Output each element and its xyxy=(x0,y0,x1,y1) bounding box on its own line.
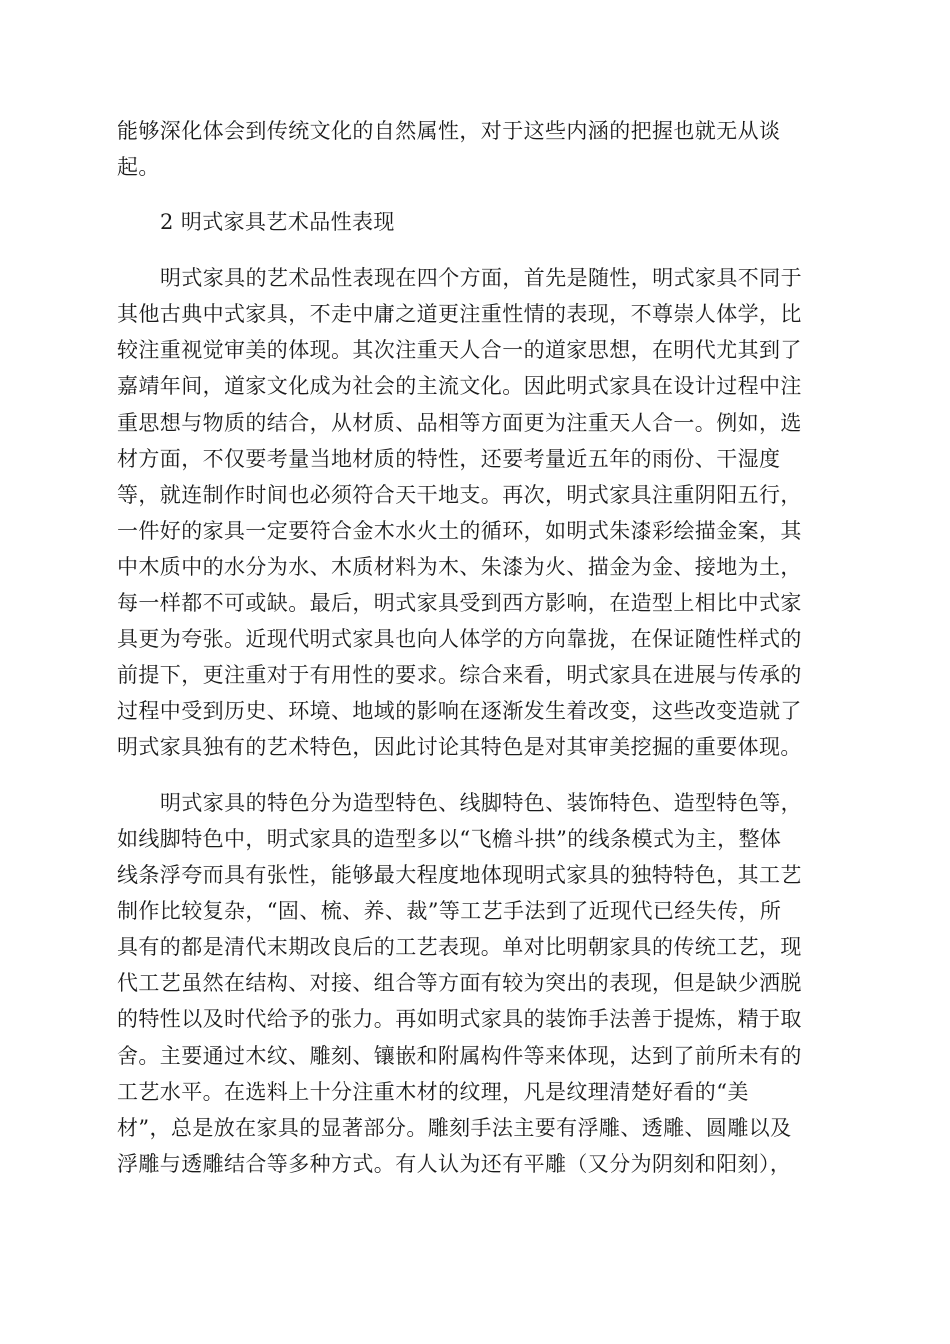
paragraph-1-line-6: 材方面，不仅要考量当地材质的特性，还要考量近五年的雨份、干湿度 xyxy=(117,447,781,471)
section-heading: 2 明式家具艺术品性表现 xyxy=(160,210,395,234)
paragraph-1-line-5: 重思想与物质的结合，从材质、品相等方面更为注重天人合一。例如，选 xyxy=(117,411,802,435)
paragraph-2-line-10: 材”，总是放在家具的显著部分。雕刻手法主要有浮雕、透雕、圆雕以及 xyxy=(117,1116,792,1140)
paragraph-1-line-2: 其他古典中式家具，不走中庸之道更注重性情的表现，不尊崇人体学，比 xyxy=(117,302,802,326)
paragraph-1-line-10: 每一样都不可或缺。最后，明式家具受到西方影响，在造型上相比中式家 xyxy=(117,591,802,615)
paragraph-intro-line-2: 起。 xyxy=(117,155,160,179)
paragraph-1-line-1: 明式家具的艺术品性表现在四个方面，首先是随性，明式家具不同于 xyxy=(160,266,802,290)
paragraph-2-line-5: 具有的都是清代末期改良后的工艺表现。单对比明朝家具的传统工艺，现 xyxy=(117,935,802,959)
paragraph-2-line-7: 的特性以及时代给予的张力。再如明式家具的装饰手法善于提炼，精于取 xyxy=(117,1007,802,1031)
paragraph-2-line-3: 线条浮夸而具有张性，能够最大程度地体现明式家具的独特特色，其工艺 xyxy=(117,863,802,887)
paragraph-1-line-9: 中木质中的水分为水、木质材料为木、朱漆为火、描金为金、接地为土， xyxy=(117,555,802,579)
paragraph-2-line-8: 舍。主要通过木纹、雕刻、镶嵌和附属构件等来体现，达到了前所未有的 xyxy=(117,1044,802,1068)
paragraph-1-line-4: 嘉靖年间，道家文化成为社会的主流文化。因此明式家具在设计过程中注 xyxy=(117,374,802,398)
paragraph-2-line-4: 制作比较复杂，“固、梳、养、裁”等工艺手法到了近现代已经失传，所 xyxy=(117,899,782,923)
paragraph-2-line-1: 明式家具的特色分为造型特色、线脚特色、装饰特色、造型特色等， xyxy=(160,791,802,815)
paragraph-1-line-13: 过程中受到历史、环境、地域的影响在逐渐发生着改变，这些改变造就了 xyxy=(117,699,802,723)
paragraph-2-line-2: 如线脚特色中，明式家具的造型多以“飞檐斗拱”的线条模式为主，整体 xyxy=(117,827,782,851)
paragraph-1-line-7: 等，就连制作时间也必须符合天干地支。再次，明式家具注重阴阳五行， xyxy=(117,483,802,507)
paragraph-1-line-12: 前提下，更注重对于有用性的要求。综合来看，明式家具在进展与传承的 xyxy=(117,663,802,687)
paragraph-1-line-8: 一件好的家具一定要符合金木水火土的循环，如明式朱漆彩绘描金案，其 xyxy=(117,519,802,543)
paragraph-1-line-11: 具更为夸张。近现代明式家具也向人体学的方向靠拢，在保证随性样式的 xyxy=(117,627,802,651)
paragraph-intro-line-1: 能够深化体会到传统文化的自然属性，对于这些内涵的把握也就无从谈 xyxy=(117,119,781,143)
paragraph-2-line-6: 代工艺虽然在结构、对接、组合等方面有较为突出的表现，但是缺少洒脱 xyxy=(117,971,802,995)
paragraph-1-line-3: 较注重视觉审美的体现。其次注重天人合一的道家思想，在明代尤其到了 xyxy=(117,338,802,362)
paragraph-2-line-9: 工艺水平。在选料上十分注重木材的纹理，凡是纹理清楚好看的“美 xyxy=(117,1080,749,1104)
paragraph-1-line-14: 明式家具独有的艺术特色，因此讨论其特色是对其审美挖掘的重要体现。 xyxy=(117,735,802,759)
paragraph-2-line-11: 浮雕与透雕结合等多种方式。有人认为还有平雕（又分为阴刻和阳刻）， xyxy=(117,1152,792,1176)
